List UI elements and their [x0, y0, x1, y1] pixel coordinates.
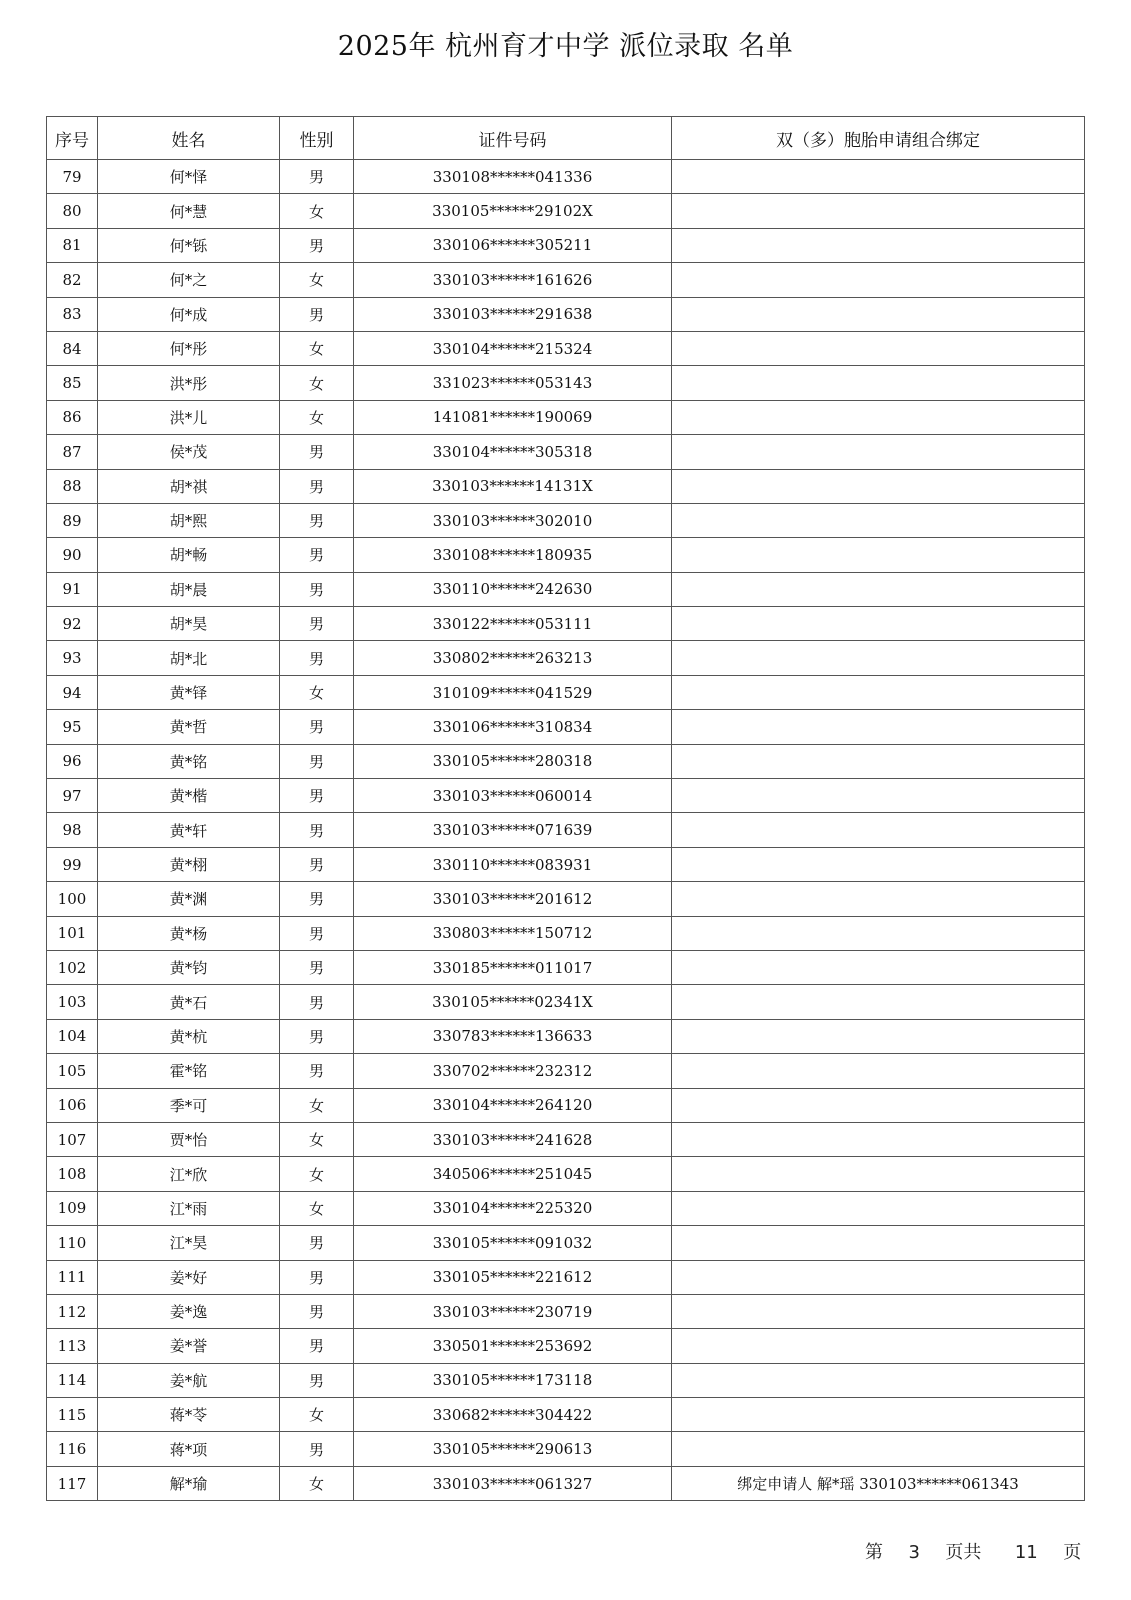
id-number-cell: 330104******215324: [354, 331, 672, 365]
table-body: [47, 160, 1085, 1501]
serial-number-cell: 98: [47, 813, 98, 847]
gender-cell: 男: [280, 813, 354, 847]
name-cell: 胡*晨: [98, 572, 280, 606]
twin-binding-cell: 绑定申请人 解*瑶 330103******061343: [672, 1466, 1085, 1500]
gender-cell: 男: [280, 435, 354, 469]
twin-binding-cell: [672, 194, 1085, 228]
gender-cell: 女: [280, 1157, 354, 1191]
gender-cell: 男: [280, 228, 354, 262]
twin-binding-cell: [672, 675, 1085, 709]
table-row: [47, 1226, 1085, 1260]
id-number-cell: 331023******053143: [354, 366, 672, 400]
table-row: [47, 779, 1085, 813]
twin-binding-cell: [672, 503, 1085, 537]
footer-prefix: 第: [865, 1542, 883, 1563]
gender-cell: 男: [280, 1260, 354, 1294]
table-row: [47, 160, 1085, 194]
name-cell: 黄*杭: [98, 1019, 280, 1053]
gender-cell: 男: [280, 469, 354, 503]
serial-number-cell: 99: [47, 847, 98, 881]
name-cell: 胡*祺: [98, 469, 280, 503]
twin-binding-cell: [672, 641, 1085, 675]
table-row: [47, 1398, 1085, 1432]
id-number-cell: 330103******302010: [354, 503, 672, 537]
id-number-cell: 330108******180935: [354, 538, 672, 572]
name-cell: 黄*铭: [98, 744, 280, 778]
twin-binding-cell: [672, 297, 1085, 331]
table-row: [47, 916, 1085, 950]
id-number-cell: 330104******264120: [354, 1088, 672, 1122]
twin-binding-cell: [672, 366, 1085, 400]
serial-number-cell: 100: [47, 882, 98, 916]
gender-cell: 男: [280, 779, 354, 813]
table-row: [47, 263, 1085, 297]
page-footer: [865, 1538, 1081, 1564]
id-number-cell: 330702******232312: [354, 1054, 672, 1088]
footer-suffix: 页: [1063, 1542, 1082, 1563]
serial-number-cell: 79: [47, 160, 98, 194]
gender-cell: 男: [280, 297, 354, 331]
twin-binding-cell: [672, 1432, 1085, 1466]
table-row: [47, 1466, 1085, 1500]
twin-binding-cell: [672, 1363, 1085, 1397]
twin-binding-cell: [672, 813, 1085, 847]
gender-cell: 男: [280, 538, 354, 572]
serial-number-cell: 111: [47, 1260, 98, 1294]
gender-cell: 男: [280, 1432, 354, 1466]
name-cell: 黄*轩: [98, 813, 280, 847]
twin-binding-cell: [672, 1157, 1085, 1191]
twin-binding-cell: [672, 1054, 1085, 1088]
gender-cell: 男: [280, 882, 354, 916]
twin-binding-cell: [672, 331, 1085, 365]
id-number-cell: 330103******291638: [354, 297, 672, 331]
gender-cell: 男: [280, 160, 354, 194]
gender-cell: 男: [280, 1294, 354, 1328]
twin-binding-cell: [672, 435, 1085, 469]
twin-binding-cell: [672, 1019, 1085, 1053]
name-cell: 何*成: [98, 297, 280, 331]
id-number-cell: 330501******253692: [354, 1329, 672, 1363]
table-row: [47, 1019, 1085, 1053]
table-row: [47, 744, 1085, 778]
twin-binding-cell: [672, 572, 1085, 606]
twin-binding-cell: [672, 1191, 1085, 1225]
gender-cell: 男: [280, 641, 354, 675]
gender-cell: 女: [280, 331, 354, 365]
gender-cell: 女: [280, 263, 354, 297]
gender-cell: 女: [280, 675, 354, 709]
table-row: [47, 435, 1085, 469]
id-number-cell: 141081******190069: [354, 400, 672, 434]
name-cell: 霍*铭: [98, 1054, 280, 1088]
table-row: [47, 503, 1085, 537]
table-row: [47, 469, 1085, 503]
table-row: [47, 641, 1085, 675]
footer-page-number: 3: [908, 1542, 920, 1563]
gender-cell: 女: [280, 1466, 354, 1500]
footer-middle: 页共: [945, 1542, 982, 1563]
serial-number-cell: 81: [47, 228, 98, 262]
serial-number-cell: 104: [47, 1019, 98, 1053]
name-cell: 何*之: [98, 263, 280, 297]
id-number-cell: 330105******290613: [354, 1432, 672, 1466]
table-row: [47, 366, 1085, 400]
id-number-cell: 330103******230719: [354, 1294, 672, 1328]
twin-binding-cell: [672, 950, 1085, 984]
twin-binding-cell: [672, 779, 1085, 813]
twin-binding-cell: [672, 160, 1085, 194]
gender-cell: 男: [280, 847, 354, 881]
serial-number-cell: 93: [47, 641, 98, 675]
serial-number-cell: 95: [47, 710, 98, 744]
serial-number-cell: 110: [47, 1226, 98, 1260]
twin-binding-cell: [672, 1088, 1085, 1122]
table-row: [47, 228, 1085, 262]
table-row: [47, 882, 1085, 916]
twin-binding-cell: [672, 847, 1085, 881]
twin-binding-cell: [672, 744, 1085, 778]
table-row: [47, 194, 1085, 228]
name-cell: 黄*钧: [98, 950, 280, 984]
name-cell: 蒋*苓: [98, 1398, 280, 1432]
id-number-cell: 330103******14131X: [354, 469, 672, 503]
id-number-cell: 330105******091032: [354, 1226, 672, 1260]
twin-binding-cell: [672, 538, 1085, 572]
twin-binding-cell: [672, 263, 1085, 297]
name-cell: 何*慧: [98, 194, 280, 228]
header-twin-binding: 双（多）胞胎申请组合绑定: [672, 117, 1085, 160]
id-number-cell: 330105******02341X: [354, 985, 672, 1019]
id-number-cell: 330122******053111: [354, 607, 672, 641]
name-cell: 洪*彤: [98, 366, 280, 400]
name-cell: 黄*杨: [98, 916, 280, 950]
serial-number-cell: 84: [47, 331, 98, 365]
serial-number-cell: 91: [47, 572, 98, 606]
table-header-row: [47, 117, 1085, 160]
name-cell: 黄*栩: [98, 847, 280, 881]
gender-cell: 男: [280, 503, 354, 537]
serial-number-cell: 82: [47, 263, 98, 297]
gender-cell: 男: [280, 1019, 354, 1053]
gender-cell: 女: [280, 1122, 354, 1156]
gender-cell: 女: [280, 366, 354, 400]
twin-binding-cell: [672, 1122, 1085, 1156]
name-cell: 姜*好: [98, 1260, 280, 1294]
id-number-cell: 330803******150712: [354, 916, 672, 950]
name-cell: 黄*楷: [98, 779, 280, 813]
name-cell: 江*昊: [98, 1226, 280, 1260]
document-title: 2025年 杭州育才中学 派位录取 名单: [337, 31, 794, 62]
name-cell: 胡*昊: [98, 607, 280, 641]
id-number-cell: 330103******201612: [354, 882, 672, 916]
gender-cell: 男: [280, 916, 354, 950]
serial-number-cell: 90: [47, 538, 98, 572]
twin-binding-cell: [672, 1398, 1085, 1432]
name-cell: 胡*熙: [98, 503, 280, 537]
gender-cell: 女: [280, 1191, 354, 1225]
serial-number-cell: 113: [47, 1329, 98, 1363]
name-cell: 姜*逸: [98, 1294, 280, 1328]
table-row: [47, 572, 1085, 606]
gender-cell: 女: [280, 400, 354, 434]
id-number-cell: 310109******041529: [354, 675, 672, 709]
table-row: [47, 1088, 1085, 1122]
serial-number-cell: 101: [47, 916, 98, 950]
id-number-cell: 330105******221612: [354, 1260, 672, 1294]
serial-number-cell: 92: [47, 607, 98, 641]
twin-binding-cell: [672, 882, 1085, 916]
id-number-cell: 330103******061327: [354, 1466, 672, 1500]
serial-number-cell: 89: [47, 503, 98, 537]
id-number-cell: 330105******173118: [354, 1363, 672, 1397]
serial-number-cell: 94: [47, 675, 98, 709]
gender-cell: 男: [280, 744, 354, 778]
id-number-cell: 330104******305318: [354, 435, 672, 469]
name-cell: 何*彤: [98, 331, 280, 365]
gender-cell: 男: [280, 985, 354, 1019]
id-number-cell: 330682******304422: [354, 1398, 672, 1432]
id-number-cell: 330106******305211: [354, 228, 672, 262]
serial-number-cell: 117: [47, 1466, 98, 1500]
id-number-cell: 330103******060014: [354, 779, 672, 813]
gender-cell: 男: [280, 950, 354, 984]
id-number-cell: 330104******225320: [354, 1191, 672, 1225]
serial-number-cell: 115: [47, 1398, 98, 1432]
twin-binding-cell: [672, 1226, 1085, 1260]
table-row: [47, 1054, 1085, 1088]
name-cell: 季*可: [98, 1088, 280, 1122]
name-cell: 黄*哲: [98, 710, 280, 744]
id-number-cell: 330103******241628: [354, 1122, 672, 1156]
table-row: [47, 331, 1085, 365]
twin-binding-cell: [672, 1329, 1085, 1363]
serial-number-cell: 114: [47, 1363, 98, 1397]
serial-number-cell: 112: [47, 1294, 98, 1328]
serial-number-cell: 88: [47, 469, 98, 503]
id-number-cell: 330110******083931: [354, 847, 672, 881]
id-number-cell: 330110******242630: [354, 572, 672, 606]
gender-cell: 男: [280, 607, 354, 641]
serial-number-cell: 86: [47, 400, 98, 434]
name-cell: 黄*渊: [98, 882, 280, 916]
table-row: [47, 400, 1085, 434]
gender-cell: 男: [280, 1363, 354, 1397]
table-row: [47, 1260, 1085, 1294]
serial-number-cell: 109: [47, 1191, 98, 1225]
id-number-cell: 330103******071639: [354, 813, 672, 847]
name-cell: 黄*石: [98, 985, 280, 1019]
id-number-cell: 330802******263213: [354, 641, 672, 675]
id-number-cell: 340506******251045: [354, 1157, 672, 1191]
id-number-cell: 330185******011017: [354, 950, 672, 984]
gender-cell: 女: [280, 1398, 354, 1432]
name-cell: 侯*茂: [98, 435, 280, 469]
id-number-cell: 330105******29102X: [354, 194, 672, 228]
twin-binding-cell: [672, 1294, 1085, 1328]
header-serial-number: 序号: [47, 117, 98, 160]
header-name: 姓名: [98, 117, 280, 160]
serial-number-cell: 116: [47, 1432, 98, 1466]
gender-cell: 女: [280, 1088, 354, 1122]
twin-binding-cell: [672, 469, 1085, 503]
twin-binding-cell: [672, 228, 1085, 262]
id-number-cell: 330783******136633: [354, 1019, 672, 1053]
serial-number-cell: 80: [47, 194, 98, 228]
gender-cell: 男: [280, 1226, 354, 1260]
table-row: [47, 297, 1085, 331]
name-cell: 解*瑜: [98, 1466, 280, 1500]
twin-binding-cell: [672, 1260, 1085, 1294]
footer-total-pages: 11: [1014, 1542, 1038, 1563]
id-number-cell: 330106******310834: [354, 710, 672, 744]
table-row: [47, 950, 1085, 984]
name-cell: 江*欣: [98, 1157, 280, 1191]
table-row: [47, 1363, 1085, 1397]
name-cell: 姜*航: [98, 1363, 280, 1397]
name-cell: 黄*铎: [98, 675, 280, 709]
id-number-cell: 330108******041336: [354, 160, 672, 194]
table-row: [47, 675, 1085, 709]
gender-cell: 男: [280, 1054, 354, 1088]
table-row: [47, 1122, 1085, 1156]
serial-number-cell: 85: [47, 366, 98, 400]
gender-cell: 男: [280, 1329, 354, 1363]
twin-binding-cell: [672, 916, 1085, 950]
id-number-cell: 330103******161626: [354, 263, 672, 297]
table-row: [47, 538, 1085, 572]
table-row: [47, 1191, 1085, 1225]
table-row: [47, 985, 1085, 1019]
admission-table: [46, 116, 1085, 1501]
header-id-number: 证件号码: [354, 117, 672, 160]
serial-number-cell: 105: [47, 1054, 98, 1088]
table-row: [47, 1329, 1085, 1363]
name-cell: 胡*畅: [98, 538, 280, 572]
table-row: [47, 1294, 1085, 1328]
serial-number-cell: 102: [47, 950, 98, 984]
serial-number-cell: 83: [47, 297, 98, 331]
name-cell: 姜*誉: [98, 1329, 280, 1363]
name-cell: 洪*儿: [98, 400, 280, 434]
id-number-cell: 330105******280318: [354, 744, 672, 778]
name-cell: 胡*北: [98, 641, 280, 675]
twin-binding-cell: [672, 710, 1085, 744]
twin-binding-cell: [672, 607, 1085, 641]
name-cell: 江*雨: [98, 1191, 280, 1225]
table-row: [47, 710, 1085, 744]
serial-number-cell: 108: [47, 1157, 98, 1191]
serial-number-cell: 97: [47, 779, 98, 813]
table-row: [47, 813, 1085, 847]
name-cell: 何*铄: [98, 228, 280, 262]
name-cell: 蒋*项: [98, 1432, 280, 1466]
serial-number-cell: 106: [47, 1088, 98, 1122]
serial-number-cell: 107: [47, 1122, 98, 1156]
serial-number-cell: 103: [47, 985, 98, 1019]
header-gender: 性别: [280, 117, 354, 160]
gender-cell: 女: [280, 194, 354, 228]
gender-cell: 男: [280, 572, 354, 606]
serial-number-cell: 96: [47, 744, 98, 778]
twin-binding-cell: [672, 985, 1085, 1019]
gender-cell: 男: [280, 710, 354, 744]
table-row: [47, 607, 1085, 641]
serial-number-cell: 87: [47, 435, 98, 469]
name-cell: 何*怿: [98, 160, 280, 194]
twin-binding-cell: [672, 400, 1085, 434]
name-cell: 贾*怡: [98, 1122, 280, 1156]
table-row: [47, 1432, 1085, 1466]
table-row: [47, 1157, 1085, 1191]
table-row: [47, 847, 1085, 881]
